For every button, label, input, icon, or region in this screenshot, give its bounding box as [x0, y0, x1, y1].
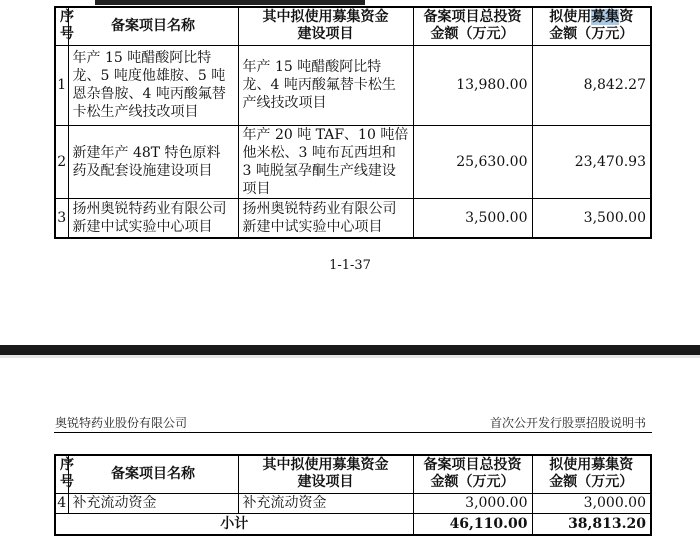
project-name-cell: 年产 15 吨醋酸阿比特龙、5 吨度他雄胺、5 吨恩杂鲁胺、4 吨丙酸氟替卡松生产线技改项目 [68, 45, 238, 125]
page-number: 1-1-37 [329, 258, 371, 273]
header-planned-funds: 拟使用募集资 金额（万元） [532, 455, 651, 493]
clipped-heading [95, 0, 365, 5]
header-seq: 序 号 [55, 7, 68, 45]
planned-funds-cell: 8,842.27 [532, 45, 651, 125]
header-seq: 序 号 [55, 455, 68, 493]
total-investment-cell: 25,630.00 [413, 125, 532, 198]
fund-use-cell: 扬州奥锐特药业有限公司新建中试实验中心项目 [238, 198, 413, 238]
table-row [55, 198, 651, 238]
project-name-cell: 补充流动资金 [68, 493, 238, 513]
header-planned-funds: 拟使用募集资 金额（万元） [532, 7, 651, 45]
header-fund-use: 其中拟使用募集资金 建设项目 [238, 455, 413, 493]
table-header-row [55, 7, 651, 45]
document-title: 首次公开发行股票招股说明书 [489, 416, 646, 430]
subtotal-planned-funds: 38,813.20 [532, 513, 651, 535]
planned-funds-cell: 23,470.93 [532, 125, 651, 198]
subtotal-row [55, 513, 651, 535]
company-name: 奥锐特药业股份有限公司 [55, 416, 188, 430]
total-investment-cell: 3,000.00 [413, 493, 532, 513]
fund-use-cell: 年产 20 吨 TAF、10 吨倍他米松、3 吨布瓦西坦和 3 吨脱氢孕酮生产线建设项目 [238, 125, 413, 198]
page-separator-shadow [0, 355, 700, 358]
total-investment-cell: 3,500.00 [413, 198, 532, 238]
row-number: 3 [55, 198, 68, 238]
fund-use-cell: 年产 15 吨醋酸阿比特龙、4 吨丙酸氟替卡松生产线技改项目 [238, 45, 413, 125]
row-number: 2 [55, 125, 68, 198]
header-project-name: 备案项目名称 [68, 455, 238, 493]
project-name-cell: 新建年产 48T 特色原料药及配套设施建设项目 [68, 125, 238, 198]
header-rule [54, 432, 652, 433]
header-project-name: 备案项目名称 [68, 7, 238, 45]
investment-table-bottom [54, 454, 652, 536]
investment-table-top [54, 6, 652, 239]
subtotal-total-investment: 46,110.00 [413, 513, 532, 535]
table-row [55, 125, 651, 198]
subtotal-label: 小计 [55, 513, 413, 535]
highlighted-text: 募集 [591, 9, 620, 26]
table-row [55, 45, 651, 125]
table-row [55, 493, 651, 513]
total-investment-cell: 13,980.00 [413, 45, 532, 125]
header-fund-use: 其中拟使用募集资金 建设项目 [238, 7, 413, 45]
planned-funds-cell: 3,500.00 [532, 198, 651, 238]
table-header-row [55, 455, 651, 493]
project-name-cell: 扬州奥锐特药业有限公司新建中试实验中心项目 [68, 198, 238, 238]
fund-use-cell: 补充流动资金 [238, 493, 413, 513]
page-separator [0, 345, 700, 355]
row-number: 4 [55, 493, 68, 513]
header-total-investment: 备案项目总投资 金额（万元） [413, 455, 532, 493]
row-number: 1 [55, 45, 68, 125]
planned-funds-cell: 3,000.00 [532, 493, 651, 513]
header-total-investment: 备案项目总投资 金额（万元） [413, 7, 532, 45]
